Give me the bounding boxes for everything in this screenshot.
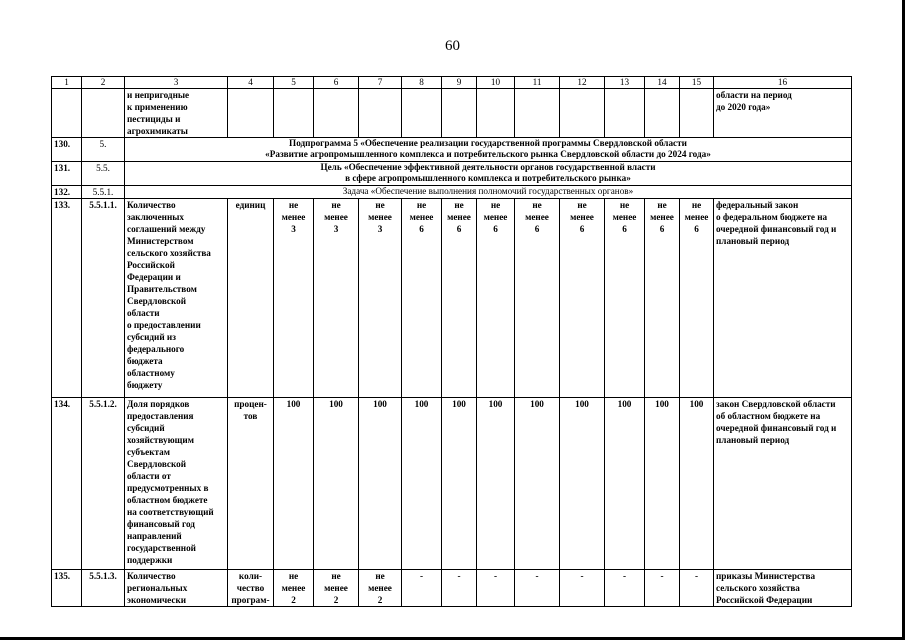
target-value: 100 <box>477 398 515 570</box>
col-header: 14 <box>645 77 680 89</box>
row-number: 131. <box>52 162 82 186</box>
indicators-table <box>51 76 852 607</box>
target-value: не менее 6 <box>477 199 515 398</box>
target-value: не менее 6 <box>515 199 560 398</box>
col-header: 13 <box>605 77 645 89</box>
target-value: 100 <box>515 398 560 570</box>
target-value: 100 <box>645 398 680 570</box>
indicator-unit: процен- тов <box>228 398 274 570</box>
target-value: не менее 3 <box>359 199 402 398</box>
row-number: 133. <box>52 199 82 398</box>
row-code: 5. <box>82 138 125 162</box>
col-header: 2 <box>82 77 125 89</box>
col-header: 10 <box>477 77 515 89</box>
indicator-source: закон Свердловской области об областном бюджете на очередной финансовый год и плановый период <box>714 398 852 570</box>
table-row <box>52 199 852 398</box>
target-value: - <box>605 570 645 607</box>
target-value: 100 <box>680 398 714 570</box>
col-header: 4 <box>228 77 274 89</box>
col-header: 11 <box>515 77 560 89</box>
target-value: - <box>680 570 714 607</box>
col-header: 16 <box>714 77 852 89</box>
subprogram-title <box>125 138 852 162</box>
col-header: 3 <box>125 77 228 89</box>
indicator-name: и непригодные к применению пестициды и агрохимикаты <box>125 89 228 138</box>
target-value: 100 <box>314 398 359 570</box>
target-value: не менее 6 <box>442 199 477 398</box>
table-row <box>52 138 852 162</box>
indicator-name: Количество заключенных соглашений между Министерством сельского хозяйства Российской Федерации и Правительством Свердловской области о предоставлении субсидий из федерального бюджета областному бюджету <box>125 199 228 398</box>
target-value: не менее 6 <box>645 199 680 398</box>
target-value: - <box>477 570 515 607</box>
table-row <box>52 398 852 570</box>
goal-title-line1: Цель «Обеспечение эффективной деятельности органов государственной власти <box>320 162 656 172</box>
indicator-source: федеральный закон о федеральном бюджете на очередной финансовый год и плановый период <box>714 199 852 398</box>
target-value: - <box>402 570 442 607</box>
target-value: 100 <box>442 398 477 570</box>
indicator-name: Доля порядков предоставления субсидий хозяйствующим субъектам Свердловской области от предусмотренных в областном бюджете на соответствующий финансовый год направлений государственной поддержки <box>125 398 228 570</box>
table-row <box>52 162 852 186</box>
target-value: - <box>560 570 605 607</box>
table-row <box>52 186 852 199</box>
target-value: 100 <box>402 398 442 570</box>
row-code: 5.5.1.3. <box>82 570 125 607</box>
table-row <box>52 570 852 607</box>
target-value: - <box>442 570 477 607</box>
target-value: не менее 3 <box>314 199 359 398</box>
target-value: не менее 2 <box>314 570 359 607</box>
indicator-unit: единиц <box>228 199 274 398</box>
task-title: Задача «Обеспечение выполнения полномочий государственных органов» <box>125 186 852 199</box>
subprogram-title-line2: «Развитие агропромышленного комплекса и потребительского рынка Свердловской области до 2024 года» <box>265 149 711 159</box>
row-number: 134. <box>52 398 82 570</box>
target-value: не менее 6 <box>402 199 442 398</box>
col-header: 1 <box>52 77 82 89</box>
col-header: 8 <box>402 77 442 89</box>
target-value: не менее 2 <box>359 570 402 607</box>
subprogram-title-line1: Подпрограмма 5 «Обеспечение реализации государственной программы Свердловской области <box>289 138 687 148</box>
table-row <box>52 89 852 138</box>
row-number: 130. <box>52 138 82 162</box>
page-number: 60 <box>445 38 460 54</box>
indicator-source: области на период до 2020 года» <box>714 89 852 138</box>
goal-title-line2: в сфере агропромышленного комплекса и потребительского рынка» <box>345 173 631 183</box>
indicator-source: приказы Министерства сельского хозяйства Российской Федерации <box>714 570 852 607</box>
target-value: - <box>645 570 680 607</box>
target-value: - <box>515 570 560 607</box>
col-header: 5 <box>274 77 314 89</box>
header-row <box>52 77 852 89</box>
indicator-name: Количество региональных экономически <box>125 570 228 607</box>
target-value: не менее 6 <box>680 199 714 398</box>
target-value: не менее 6 <box>605 199 645 398</box>
row-number: 135. <box>52 570 82 607</box>
indicator-unit: коли- чество програм- <box>228 570 274 607</box>
row-code: 5.5.1. <box>82 186 125 199</box>
col-header: 9 <box>442 77 477 89</box>
target-value: не менее 3 <box>274 199 314 398</box>
row-code: 5.5. <box>82 162 125 186</box>
target-value: 100 <box>605 398 645 570</box>
col-header: 15 <box>680 77 714 89</box>
col-header: 12 <box>560 77 605 89</box>
col-header: 7 <box>359 77 402 89</box>
target-value: 100 <box>274 398 314 570</box>
col-header: 6 <box>314 77 359 89</box>
goal-title <box>125 162 852 186</box>
target-value: не менее 2 <box>274 570 314 607</box>
target-value: не менее 6 <box>560 199 605 398</box>
row-code: 5.5.1.1. <box>82 199 125 398</box>
row-code: 5.5.1.2. <box>82 398 125 570</box>
target-value: 100 <box>359 398 402 570</box>
target-value: 100 <box>560 398 605 570</box>
row-number: 132. <box>52 186 82 199</box>
